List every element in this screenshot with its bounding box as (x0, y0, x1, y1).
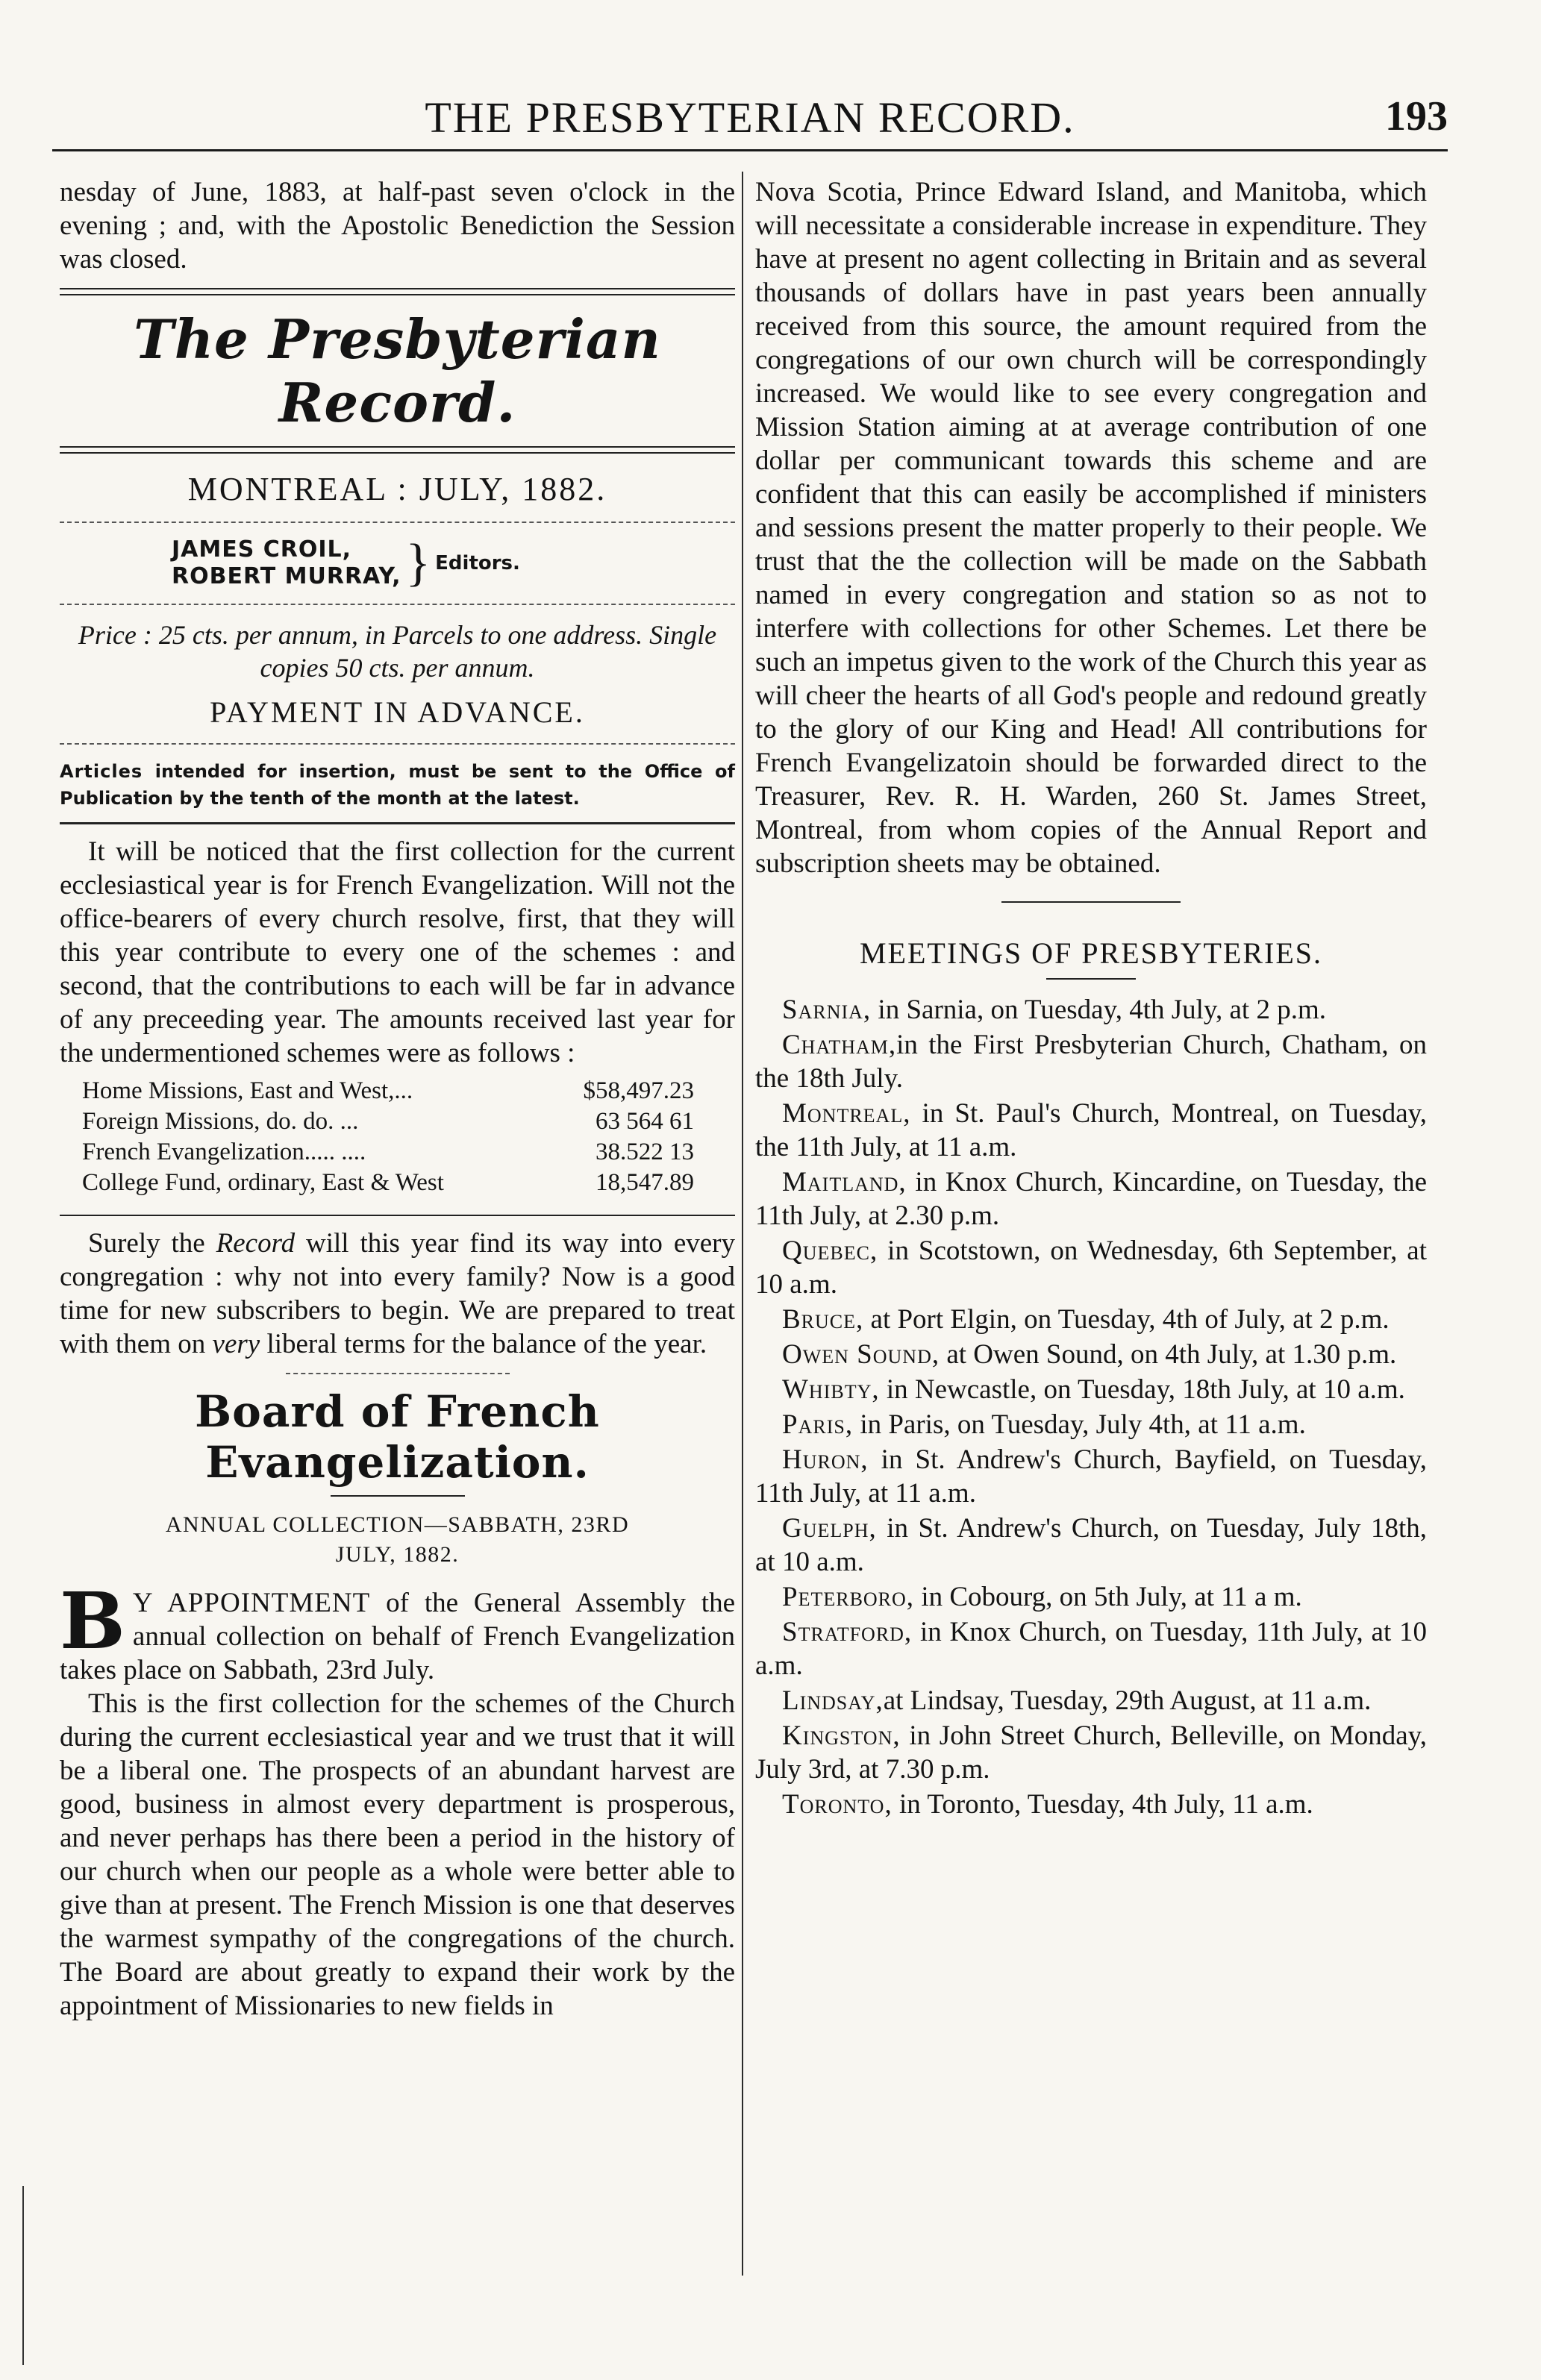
meeting-item (755, 1338, 1427, 1371)
editor-names (172, 536, 401, 590)
editors-label: Editors. (435, 552, 520, 574)
presbytery-name: Kingston, (782, 1720, 901, 1751)
meeting-item (755, 1684, 1427, 1717)
meeting-item (755, 1580, 1427, 1614)
meeting-details: in Sarnia, on Tuesday, 4th July, at 2 p.m. (871, 995, 1326, 1025)
collection-paragraph: It will be noticed that the first collection for the current ecclesiastical year is for French Evangelization. Will not the office-bearers of every church resolve, first, that they will this year contribute to every one of the schemes : and second, that the contributions to each will be far in advance of any preceeding year. The amounts received last year for the undermentioned schemes were as follows : (60, 836, 735, 1068)
meeting-details: at Lindsay, Tuesday, 29th August, at 11 a.m. (883, 1685, 1372, 1716)
amount-label: Foreign Missions, do. do. ... (82, 1108, 359, 1135)
amount-value: 38.522 13 (596, 1139, 694, 1165)
amount-row (82, 1168, 694, 1198)
continued-paragraph: Nova Scotia, Prince Edward Island, and Manitoba, which will necessitate a considerable increase in expenditure. They have at present no agent collecting in Britain and as several thousands of dollars have in past years been annually received from this source, the amount required from the congregations of our own church will be correspondingly increased. We would like to see every congregation and Mission Station aiming at at average contribution of one dollar per communicant towards this scheme and are confident that this can easily be accomplished if ministers and sessions present the matter properly to their people. We trust that the the collection will be made on the Sabbath named in every congregation and station so as not to interfere with collections for other Schemes. Let there be such an impetus given to the work of the Church this year as will cheer the hearts of all God's people and redound greatly to the glory of our King and Head! All contributions for French Evangelizatoin should be forwarded direct to the Treasurer, Rev. R. H. Warden, 260 St. James Street, Montreal, from whom copies of the Annual Report and subscription sheets may be obtained. (755, 177, 1427, 879)
notice-lead: Articles (60, 761, 143, 782)
meeting-details: in Paris, on Tuesday, July 4th, at 11 a.m. (853, 1409, 1306, 1440)
meeting-details: in Cobourg, on 5th July, at 11 a m. (914, 1582, 1302, 1612)
amount-value: 63 564 61 (596, 1108, 694, 1135)
meeting-item (755, 1097, 1427, 1164)
presbytery-name: Montreal, (782, 1098, 911, 1129)
divider (60, 1215, 735, 1216)
presbytery-name: Guelph, (782, 1513, 877, 1544)
price-notice: Price : 25 cts. per annum, in Parcels to one address. Single copies 50 cts. per annum. (78, 620, 717, 683)
editor-name: JAMES CROIL, (172, 536, 352, 563)
divider (60, 446, 735, 454)
presbytery-name: Peterboro, (782, 1582, 915, 1612)
left-column (60, 175, 735, 2023)
meetings-list (755, 993, 1427, 1821)
amount-label: French Evangelization..... .... (82, 1139, 366, 1165)
presbytery-name: Toronto, (782, 1789, 893, 1820)
meeting-details: in Scotstown, on Wednesday, 6th September, at 10 a.m. (755, 1236, 1427, 1300)
editor-name: ROBERT MURRAY, (172, 563, 401, 589)
meeting-item (755, 1373, 1427, 1406)
meeting-item (755, 1615, 1427, 1682)
board-heading: Board of French Evangelization. (195, 1386, 600, 1488)
text-run-italic: very (212, 1329, 260, 1359)
page-number: 193 (1385, 93, 1448, 140)
masthead: The Presbyterian Record. (134, 307, 661, 434)
amount-value: 18,547.89 (596, 1169, 694, 1196)
meeting-details: in Knox Church, on Tuesday, 11th July, at 10 a.m. (755, 1617, 1427, 1681)
articles-notice (60, 758, 735, 812)
presbytery-name: Paris, (782, 1409, 854, 1440)
page-header (52, 82, 1448, 151)
running-title: THE PRESBYTERIAN RECORD. (425, 93, 1075, 142)
meeting-item (755, 1443, 1427, 1510)
meeting-item (755, 1165, 1427, 1233)
divider (60, 743, 735, 745)
notice-text: intended for insertion, must be sent to the Office of Publication by the tenth of the month at the latest. (60, 761, 735, 809)
payment-notice: PAYMENT IN ADVANCE. (210, 695, 585, 729)
presbytery-name: Whibty, (782, 1374, 880, 1405)
meeting-details: in St. Andrew's Church, Bayfield, on Tuesday, 11th July, at 11 a.m. (755, 1444, 1427, 1509)
text-run-italic: Record (216, 1228, 296, 1259)
meeting-item (755, 1234, 1427, 1301)
divider (60, 822, 735, 824)
subscription-paragraph (60, 1227, 735, 1361)
meeting-details: in St. Andrew's Church, on Tuesday, July 18th, at 10 a.m. (755, 1513, 1427, 1577)
presbytery-name: Chatham, (782, 1030, 897, 1060)
right-column (755, 175, 1427, 1823)
amounts-table (82, 1076, 735, 1198)
continuation-paragraph: nesday of June, 1883, at half-past seven o'clock in the evening ; and, with the Apostolic Benediction the Session was closed. (60, 177, 735, 275)
presbytery-name: Bruce, (782, 1304, 864, 1335)
dateline: MONTREAL : JULY, 1882. (187, 471, 607, 507)
meeting-item (755, 1788, 1427, 1821)
presbytery-name: Quebec, (782, 1236, 878, 1266)
column-divider (742, 172, 743, 2276)
divider (1001, 901, 1181, 903)
meeting-item (755, 1028, 1427, 1095)
meeting-item (755, 1303, 1427, 1336)
drop-cap: B (60, 1575, 125, 1667)
divider (60, 604, 735, 605)
meetings-heading: MEETINGS OF PRESBYTERIES. (859, 936, 1323, 970)
presbytery-name: Stratford, (782, 1617, 913, 1647)
divider (1046, 978, 1136, 980)
meeting-details: in John Street Church, Belleville, on Monday, July 3rd, at 7.30 p.m. (755, 1720, 1427, 1785)
presbytery-name: Lindsay, (782, 1685, 884, 1716)
meeting-item (755, 1408, 1427, 1441)
amount-value: $58,497.23 (583, 1077, 694, 1104)
amount-label: College Fund, ordinary, East & West (82, 1169, 444, 1196)
caps-lead: Y APPOINTMENT (132, 1588, 371, 1618)
meeting-details: at Port Elgin, on Tuesday, 4th of July, at 2 p.m. (863, 1304, 1390, 1335)
meeting-details: in Newcastle, on Tuesday, 18th July, at 10 a.m. (879, 1374, 1405, 1405)
amount-row (82, 1106, 694, 1137)
first-collection-paragraph: This is the first collection for the schemes of the Church during the current ecclesiastical year and we trust that it will be a liberal one. The prospects of an abundant harvest are good, business in almost every department is prosperous, and never perhaps has there been a period in the history of our church when our people as a whole were better able to give than at present. The French Mission is one that deserves the warmest sympathy of the congregations of the church. The Board are about greatly to expand their work by the appointment of Missionaries to new fields in (60, 1688, 735, 2021)
divider (60, 522, 735, 523)
collection-line: ANNUAL COLLECTION—SABBATH, 23RD (165, 1512, 630, 1537)
text-run: liberal terms for the balance of the year. (260, 1329, 707, 1359)
brace: } (405, 534, 431, 592)
meeting-details: in the First Presbyterian Church, Chatham, on the 18th July. (755, 1030, 1427, 1094)
amount-label: Home Missions, East and West,... (82, 1077, 413, 1104)
meeting-item (755, 1512, 1427, 1579)
collection-line: JULY, 1882. (335, 1542, 460, 1567)
meeting-details: in Toronto, Tuesday, 4th July, 11 a.m. (892, 1789, 1313, 1820)
meeting-details: in St. Paul's Church, Montreal, on Tuesday, the 11th July, at 11 a.m. (755, 1098, 1427, 1162)
presbytery-name: Huron, (782, 1444, 869, 1475)
divider (60, 288, 735, 295)
divider (286, 1373, 510, 1374)
meeting-item (755, 993, 1427, 1027)
presbytery-name: Owen Sound, (782, 1339, 940, 1370)
amount-row (82, 1076, 694, 1106)
collection-heading (60, 1510, 735, 1570)
editors-block (172, 536, 735, 590)
meeting-item (755, 1719, 1427, 1786)
margin-line (22, 2186, 24, 2365)
meeting-details: at Owen Sound, on 4th July, at 1.30 p.m. (940, 1339, 1397, 1370)
presbytery-name: Maitland, (782, 1167, 907, 1197)
appointment-paragraph (60, 1575, 735, 1687)
amount-row (82, 1137, 694, 1168)
divider (331, 1495, 465, 1497)
text-run: of the General Assembly the annual collection on behalf of French Evangelization takes place on Sabbath, 23rd July. (60, 1588, 735, 1685)
text-run: will this year find its way into every congregation : why not into every family? Now is a good time for new subscribers to begin. We are prepared to treat with them on (60, 1228, 735, 1359)
presbytery-name: Sarnia, (782, 995, 872, 1025)
text-run: Surely the (88, 1228, 216, 1259)
meeting-details: in Knox Church, Kincardine, on Tuesday, the 11th July, at 2.30 p.m. (755, 1167, 1427, 1231)
